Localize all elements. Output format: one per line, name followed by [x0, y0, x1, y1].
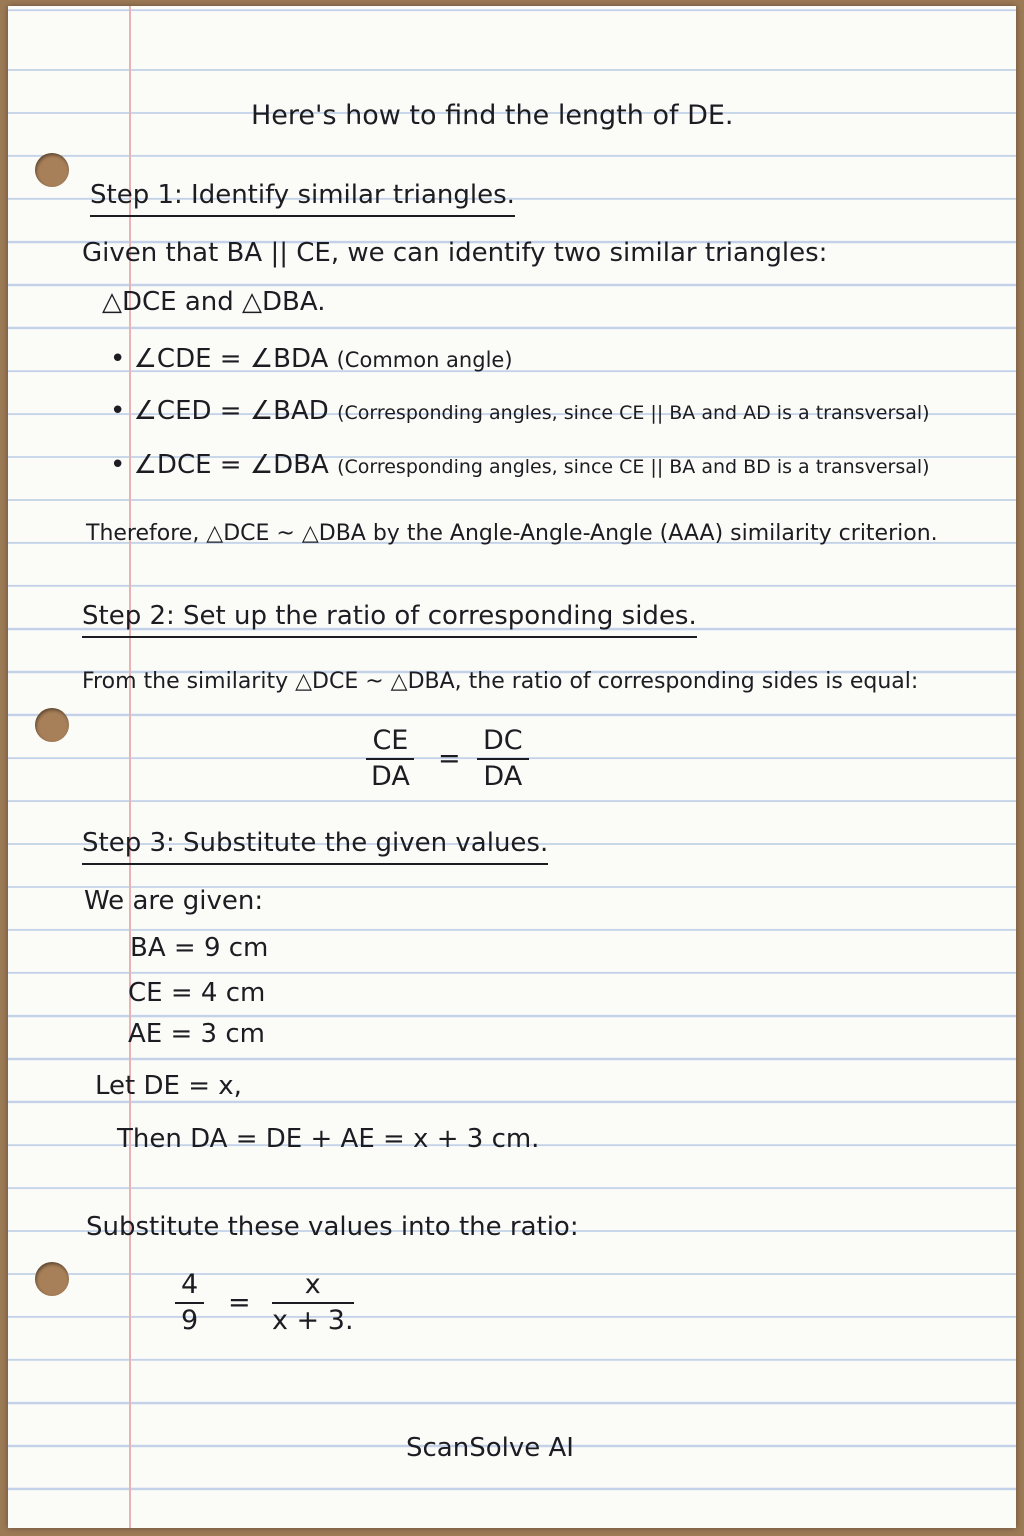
footer-brand: ScanSolve AI: [406, 1433, 574, 1463]
page-title: Here's how to find the length of DE.: [251, 100, 734, 131]
ratio-right-fraction: [477, 724, 529, 794]
bullet-note: (Corresponding angles, since CE || BA and AD is a transversal): [337, 402, 930, 424]
substitute-statement: Substitute these values into the ratio:: [86, 1212, 579, 1242]
bullet-main: ∠CED = ∠BAD: [133, 396, 329, 426]
let-statement: Let DE = x,: [95, 1071, 242, 1101]
equation-left-fraction: [175, 1268, 204, 1338]
fraction-numerator: DC: [477, 724, 529, 760]
equals-sign: =: [228, 1287, 251, 1318]
ratio-left-fraction: [365, 724, 416, 794]
fraction-numerator: x: [272, 1268, 354, 1304]
binder-hole: [35, 708, 69, 742]
step3-heading: Step 3: Substitute the given values.: [82, 827, 548, 865]
fraction-denominator: DA: [371, 761, 410, 792]
then-statement: Then DA = DE + AE = x + 3 cm.: [117, 1124, 540, 1154]
equation-right-fraction: [266, 1268, 360, 1338]
fraction-numerator: 4: [175, 1268, 204, 1304]
bullet-item: • ∠CED = ∠BAD (Corresponding angles, since CE || BA and AD is a transversal): [110, 396, 930, 426]
bullet-note: (Corresponding angles, since CE || BA and BD is a transversal): [337, 456, 930, 478]
bullet-main: ∠CDE = ∠BDA: [133, 344, 329, 374]
notebook-page: [8, 6, 1016, 1528]
step2-intro: From the similarity △DCE ~ △DBA, the ratio of corresponding sides is equal:: [82, 669, 919, 694]
bullet-main: ∠DCE = ∠DBA: [133, 450, 329, 480]
binder-hole: [35, 153, 69, 187]
fraction-numerator: CE: [366, 724, 414, 760]
step1-conclusion: Therefore, △DCE ~ △DBA by the Angle-Angle-Angle (AAA) similarity criterion.: [86, 521, 938, 546]
given-value: CE = 4 cm: [128, 978, 266, 1008]
given-value: BA = 9 cm: [130, 933, 269, 963]
binder-hole: [35, 1262, 69, 1296]
equals-sign: =: [438, 743, 461, 774]
step1-heading: Step 1: Identify similar triangles.: [90, 179, 515, 217]
bullet-item: • ∠CDE = ∠BDA (Common angle): [110, 344, 513, 374]
step3-intro: We are given:: [84, 886, 264, 916]
fraction-denominator: x + 3.: [272, 1305, 354, 1336]
step1-intro: Given that BA || CE, we can identify two similar triangles:: [82, 238, 828, 268]
step1-triangles: △DCE and △DBA.: [102, 287, 326, 317]
step2-heading: Step 2: Set up the ratio of corresponding sides.: [82, 600, 697, 638]
bullet-item: • ∠DCE = ∠DBA (Corresponding angles, since CE || BA and BD is a transversal): [110, 450, 930, 480]
margin-line: [129, 6, 131, 1528]
given-value: AE = 3 cm: [128, 1019, 265, 1049]
fraction-denominator: 9: [181, 1305, 199, 1336]
bullet-note: (Common angle): [336, 348, 513, 372]
fraction-denominator: DA: [483, 761, 523, 792]
